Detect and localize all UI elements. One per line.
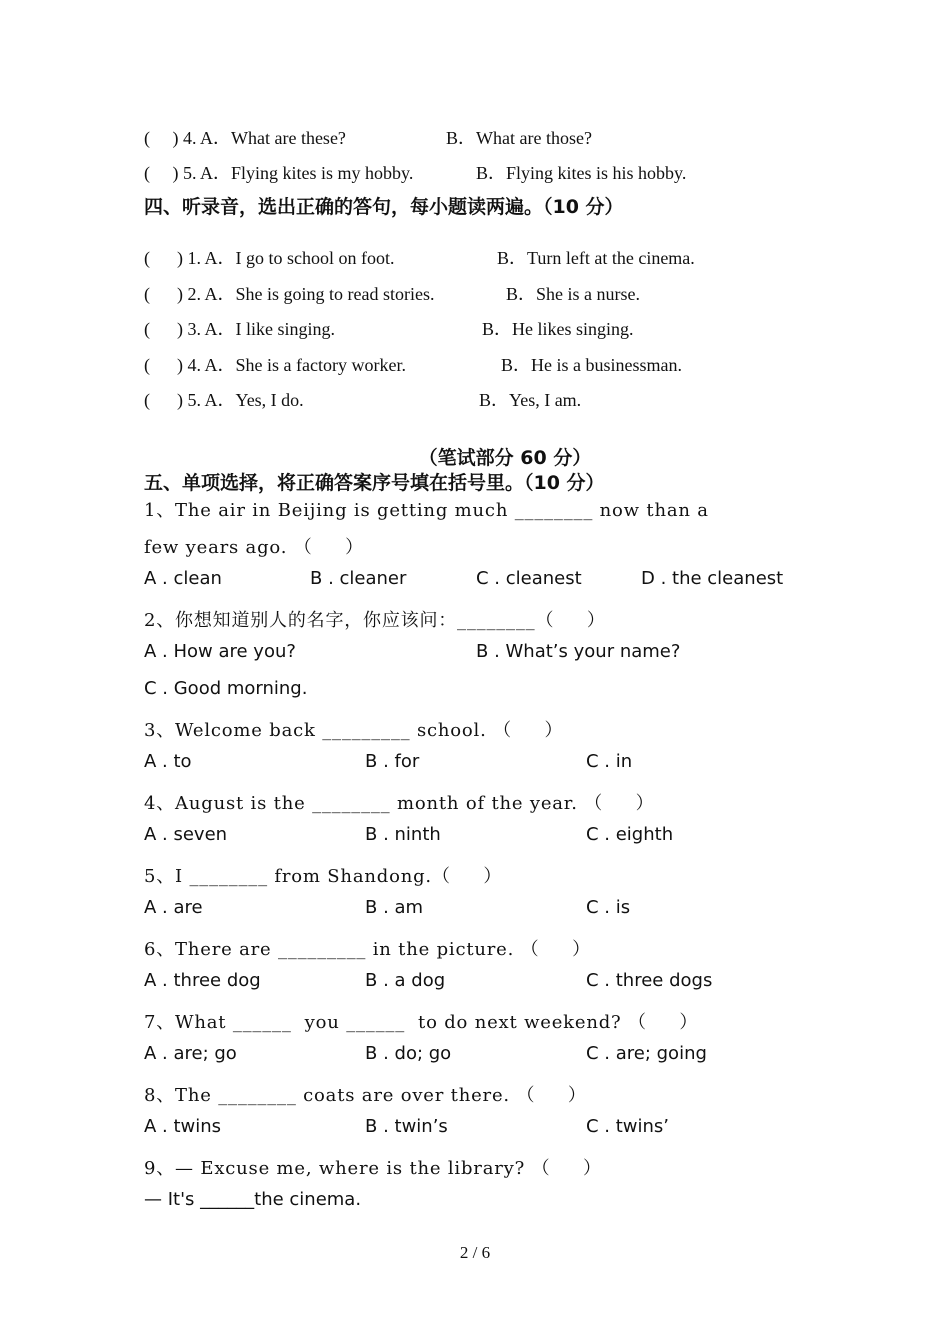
q8-opt-c: C . twins’ bbox=[586, 1116, 670, 1137]
q1-opt-a: A . clean bbox=[144, 568, 222, 589]
q4-opt-a: A . seven bbox=[144, 824, 228, 845]
q5-line1: 5、I ________ from Shandong.（ ） bbox=[144, 866, 503, 887]
q1-opt-d: D . the cleanest bbox=[641, 568, 784, 589]
s4-item-1-b: B．Turn left at the cinema. bbox=[497, 248, 695, 268]
q6-opt-a: A . three dog bbox=[144, 970, 261, 991]
q2-line1: 2、你想知道别人的名字，你应该问：________（ ） bbox=[144, 610, 606, 631]
q7-opt-b: B . do; go bbox=[365, 1043, 452, 1064]
section-5-title: 五、单项选择，将正确答案序号填在括号里。（10 分） bbox=[144, 472, 605, 494]
s4-item-4-b: B．He is a businessman. bbox=[501, 355, 682, 375]
q3-line1: 3、Welcome back _________ school. （ ） bbox=[144, 720, 564, 741]
listening-item-4-b: B．What are those? bbox=[446, 128, 592, 148]
q5-opt-a: A . are bbox=[144, 897, 203, 918]
s4-item-4: ( ) 4. A．She is a factory worker. bbox=[144, 355, 406, 375]
section-4-title: 四、听录音，选出正确的答句，每小题读两遍。（10 分） bbox=[144, 196, 624, 218]
q2-opt-a: A . How are you? bbox=[144, 641, 296, 662]
q5-opt-b: B . am bbox=[365, 897, 424, 918]
q6-line1: 6、There are _________ in the picture. （ ） bbox=[144, 939, 591, 960]
s4-item-2-b: B．She is a nurse. bbox=[506, 284, 640, 304]
q4-opt-c: C . eighth bbox=[586, 824, 674, 845]
q2-opt-c: C . Good morning. bbox=[144, 678, 308, 699]
q8-line1: 8、The ________ coats are over there. （ ） bbox=[144, 1085, 587, 1106]
q7-opt-c: C . are; going bbox=[586, 1043, 707, 1064]
q4-line1: 4、August is the ________ month of the year. （ ） bbox=[144, 793, 655, 814]
q7-opt-a: A . are; go bbox=[144, 1043, 237, 1064]
q3-opt-c: C . in bbox=[586, 751, 633, 772]
q1-opt-b: B . cleaner bbox=[310, 568, 407, 589]
s4-item-5-b: B．Yes, I am. bbox=[479, 390, 582, 410]
q9-line1: 9、— Excuse me, where is the library? （ ） bbox=[144, 1158, 602, 1179]
q9-line2: — It's ______the cinema. bbox=[144, 1189, 362, 1210]
listening-item-4: ( ) 4. A．What are these? bbox=[144, 128, 346, 148]
q7-line1: 7、What ______ you ______ to do next weekend? （ ） bbox=[144, 1012, 699, 1033]
q1-opt-c: C . cleanest bbox=[476, 568, 582, 589]
q6-opt-b: B . a dog bbox=[365, 970, 446, 991]
q8-opt-b: B . twin’s bbox=[365, 1116, 448, 1137]
s4-item-1: ( ) 1. A．I go to school on foot. bbox=[144, 248, 395, 268]
s4-item-5: ( ) 5. A．Yes, I do. bbox=[144, 390, 304, 410]
q6-opt-c: C . three dogs bbox=[586, 970, 713, 991]
page-number: 2 / 6 bbox=[459, 1243, 491, 1262]
q8-opt-a: A . twins bbox=[144, 1116, 222, 1137]
q3-opt-b: B . for bbox=[365, 751, 420, 772]
s4-item-2: ( ) 2. A．She is going to read stories. bbox=[144, 284, 435, 304]
listening-item-5: ( ) 5. A．Flying kites is my hobby. bbox=[144, 163, 414, 183]
q4-opt-b: B . ninth bbox=[365, 824, 441, 845]
q2-opt-b: B . What’s your name? bbox=[476, 641, 681, 662]
q1-line1: 1、The air in Beijing is getting much ________ now than a bbox=[144, 500, 709, 521]
s4-item-3: ( ) 3. A．I like singing. bbox=[144, 319, 335, 339]
s4-item-3-b: B．He likes singing. bbox=[482, 319, 634, 339]
q1-line2: few years ago. （ ） bbox=[144, 537, 364, 558]
q3-opt-a: A . to bbox=[144, 751, 192, 772]
written-part-title: （笔试部分 60 分） bbox=[418, 447, 592, 469]
q5-opt-c: C . is bbox=[586, 897, 631, 918]
listening-item-5-b: B．Flying kites is his hobby. bbox=[476, 163, 687, 183]
